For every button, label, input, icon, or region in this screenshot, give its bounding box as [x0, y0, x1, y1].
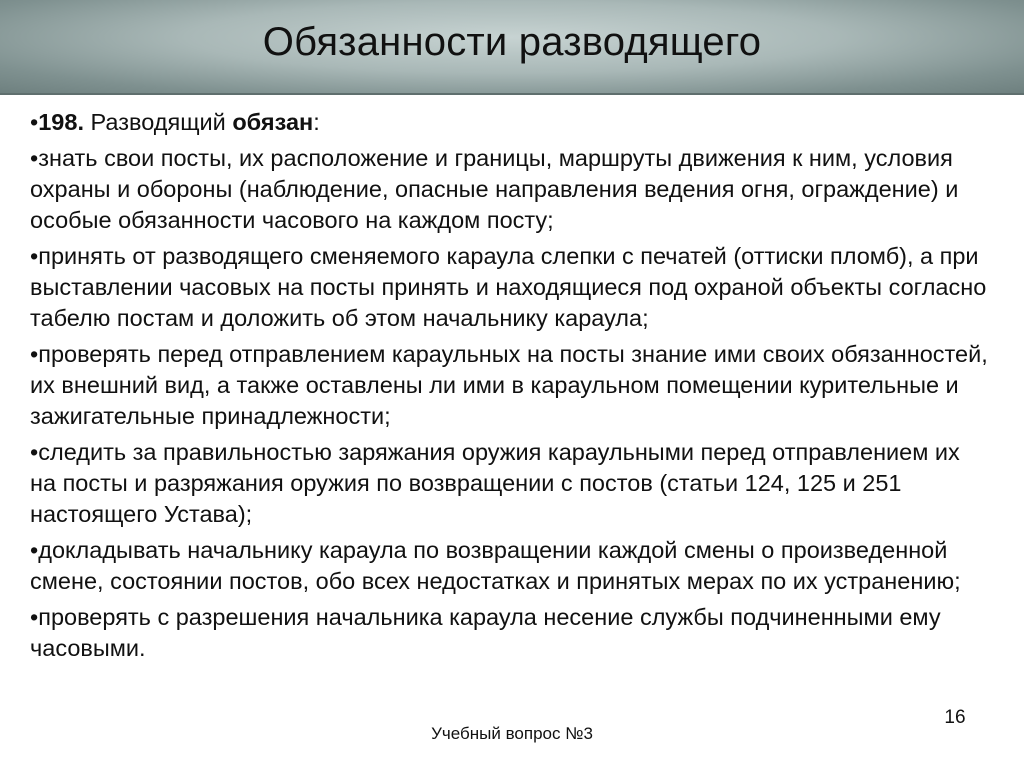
- duty-item: •знать свои посты, их расположение и границы, маршруты движения к ним, условия охраны и обороны (наблюдение, опасные направления ведения огня, ограждение) и особые обязанности часового на каждом посту;: [30, 145, 959, 233]
- intro-colon: :: [313, 109, 320, 135]
- intro-paragraph: [30, 107, 990, 138]
- page-number: 16: [944, 707, 966, 728]
- duty-item: •проверять с разрешения начальника караула несение службы подчиненными ему часовыми.: [30, 604, 941, 661]
- footer-label: Учебный вопрос №3: [431, 724, 593, 743]
- slide-content: [30, 107, 990, 669]
- intro-bold-word: обязан: [232, 109, 314, 135]
- intro-text: Разводящий: [83, 109, 233, 135]
- duty-item: •проверять перед отправлением караульных на посты знание ими своих обязанностей, их внешний вид, а также оставлены ли ими в караульном помещении курительные и зажигательные принадлежности;: [30, 341, 988, 429]
- intro-bullet: •: [30, 109, 39, 135]
- article-number: 198.: [38, 109, 84, 135]
- duty-item: •следить за правильностью заряжания оружия караульными перед отправлением их на посты и разряжания оружия по возвращении с постов (статьи 124, 125 и 251 настоящего Устава);: [30, 439, 960, 527]
- duty-item: •принять от разводящего сменяемого караула слепки с печатей (оттиски пломб), а при выставлении часовых на посты принять и находящиеся под охраной объекты согласно табелю постам и доложить об этом начальнику караула;: [30, 243, 987, 331]
- title-bar: [0, 0, 1024, 95]
- duty-item: •докладывать начальнику караула по возвращении каждой смены о произведенной смене, состоянии постов, обо всех недостатках и принятых мерах по их устранению;: [30, 537, 961, 594]
- slide-title: Обязанности разводящего: [262, 20, 762, 64]
